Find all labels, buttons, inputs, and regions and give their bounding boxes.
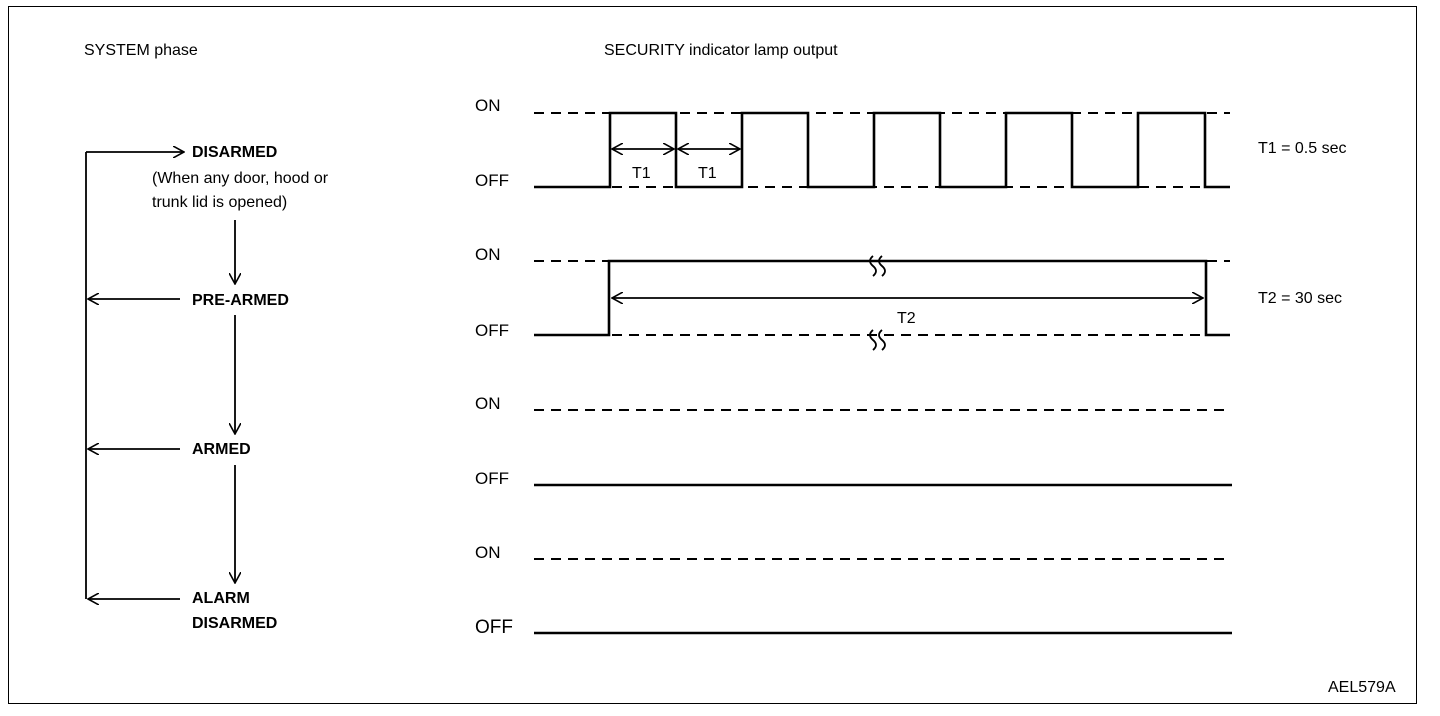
level-on-2: ON xyxy=(475,245,501,264)
lamp-output-header: SECURITY indicator lamp output xyxy=(604,42,838,59)
t2-value: T2 = 30 sec xyxy=(1258,290,1343,307)
level-off-2: OFF xyxy=(475,321,509,340)
level-on-3: ON xyxy=(475,394,501,413)
t1-value: T1 = 0.5 sec xyxy=(1258,140,1347,157)
phase-alarm-line1: ALARM xyxy=(192,590,250,607)
waveform-alarm-disarmed xyxy=(534,559,1232,633)
disarmed-note-line2: trunk lid is opened) xyxy=(152,194,288,211)
waveform-disarmed xyxy=(534,113,1230,187)
waveform-armed xyxy=(534,410,1232,485)
figure-code: AEL579A xyxy=(1328,679,1396,696)
level-off-1: OFF xyxy=(475,171,509,190)
phase-armed: ARMED xyxy=(192,441,251,458)
waveform-pre-armed xyxy=(534,256,1230,350)
t1-label-1: T1 xyxy=(632,165,651,182)
level-off-4: OFF xyxy=(475,617,513,638)
disarmed-note-line1: (When any door, hood or xyxy=(152,170,329,187)
phase-flow xyxy=(86,144,329,632)
t1-label-2: T1 xyxy=(698,165,717,182)
system-phase-header: SYSTEM phase xyxy=(84,42,198,59)
level-off-3: OFF xyxy=(475,469,509,488)
phase-pre-armed: PRE-ARMED xyxy=(192,292,289,309)
phase-alarm-line2: DISARMED xyxy=(192,615,278,632)
level-on-4: ON xyxy=(475,543,501,562)
level-on-1: ON xyxy=(475,96,501,115)
phase-disarmed: DISARMED xyxy=(192,144,278,161)
t2-label: T2 xyxy=(897,310,916,327)
